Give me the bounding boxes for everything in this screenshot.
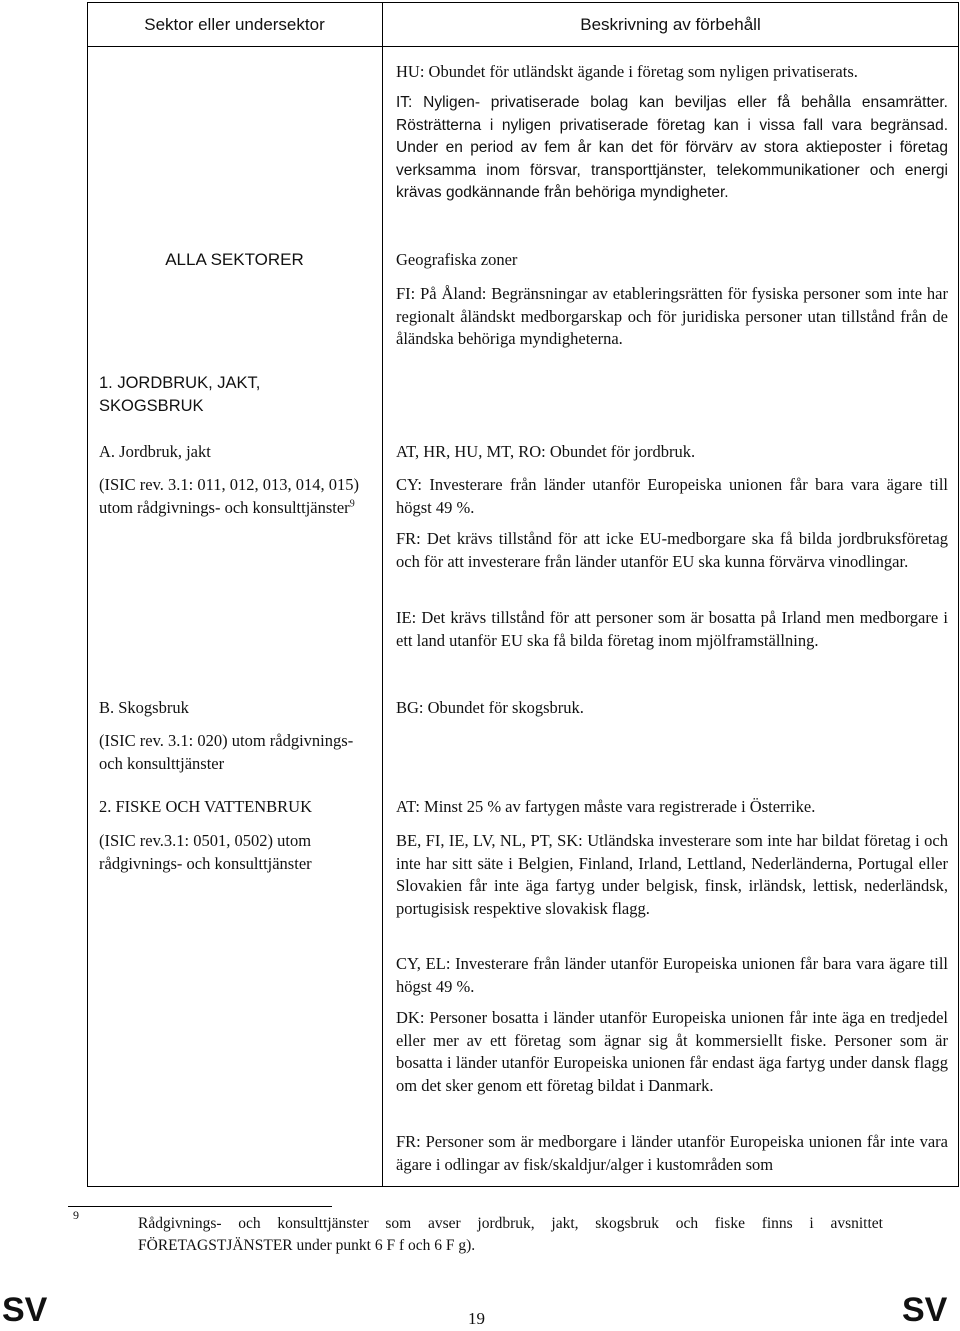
subsector-b-isic: (ISIC rev. 3.1: 020) utom rådgivnings- och konsulttjänster <box>99 731 354 773</box>
reservation-fr-agri: FR: Det krävs tillstånd för att icke EU-medborgare ska få bilda jordbruksföretag och för att investerare från länder utanför EU ska kunna förvärva vinodlingar. <box>396 529 948 571</box>
footnote-ref: 9 <box>349 498 355 509</box>
reservation-ie-agri: IE: Det krävs tillstånd för att personer som är bosatta på Irland men medborgare i ett land utanför EU ska få bilda företag inom mjölframställning. <box>396 608 948 650</box>
section-2-isic: (ISIC rev.3.1: 0501, 0502) utom rådgivnings- och konsulttjänster <box>99 831 312 873</box>
header-sector: Sektor eller undersektor <box>144 15 325 34</box>
reservation-fi: FI: På Åland: Begränsningar av etableringsrätten för fysiska personer som inte har regionalt åländskt medborgarskap och för juridiska personer utan tillstånd från de åländska behöriga myndigheterna. <box>396 284 948 348</box>
language-code-right: SV <box>902 1291 948 1329</box>
reservation-dk: DK: Personer bosatta i länder utanför Europeiska unionen får inte äga en tredjedel eller mer av ett företag som ägnar sig åt kommersiellt fiske. Personer som är bosatta i länder utanför Europeiska unionen får endast äga fartyg under dansk flagg om det sker genom ett företag bildat i Danmark. <box>396 1008 948 1095</box>
footnote-number: 9 <box>73 1208 79 1222</box>
reservation-cy-el: CY, EL: Investerare från länder utanför Europeiska unionen får bara vara ägare till högst 49 %. <box>396 954 948 996</box>
section-2-title: 2. FISKE OCH VATTENBRUK <box>99 797 313 816</box>
header-divider <box>87 46 959 47</box>
reservation-at-fishing: AT: Minst 25 % av fartygen måste vara registrerade i Österrike. <box>396 797 816 816</box>
footnote-text: Rådgivnings- och konsulttjänster som avser jordbruk, jakt, skogsbruk och fiske finns i avsnittet FÖRETAGSTJÄNSTER under punkt 6 F f och 6 F g). <box>138 1215 883 1254</box>
language-code-left: SV <box>2 1291 48 1329</box>
sector-all: ALLA SEKTORER <box>165 250 304 269</box>
column-divider <box>382 2 383 1187</box>
reservation-fr-fishing: FR: Personer som är medborgare i länder utanför Europeiska unionen får inte vara ägare i odlingar av fisk/skaldjur/alger i kustområden som <box>396 1132 948 1174</box>
page-number: 19 <box>468 1309 485 1328</box>
subsector-a-title: A. Jordbruk, jakt <box>99 442 211 461</box>
section-1-title: 1. JORDBRUK, JAKT, SKOGSBRUK <box>99 374 261 415</box>
header-description: Beskrivning av förbehåll <box>580 15 761 34</box>
subsector-b-title: B. Skogsbruk <box>99 698 189 717</box>
geo-heading: Geografiska zoner <box>396 250 518 269</box>
reservation-hu: HU: Obundet för utländskt ägande i företag som nyligen privatiserats. <box>396 62 858 81</box>
reservation-at-hr-hu-mt-ro: AT, HR, HU, MT, RO: Obundet för jordbruk. <box>396 442 696 461</box>
reservation-cy-agri: CY: Investerare från länder utanför Europeiska unionen får bara vara ägare till högst 49 %. <box>396 475 948 517</box>
subsector-a-isic: (ISIC rev. 3.1: 011, 012, 013, 014, 015) utom rådgivnings- och konsulttjänster$^9$ <box>99 475 360 517</box>
reservation-be-fi-ie-lv-nl-pt-sk: BE, FI, IE, LV, NL, PT, SK: Utländska investerare som inte har bildat företag i och inte har sitt säte i Belgien, Finland, Irland, Lettland, Nederländerna, Portugal eller Slovakien får inte äga fartyg under belgisk, finsk, irländsk, lettisk, nederländsk, portugisisk respektive slovakisk flagg. <box>396 831 948 918</box>
footnote-separator <box>68 1206 332 1207</box>
reservation-bg-forestry: BG: Obundet för skogsbruk. <box>396 698 584 717</box>
reservation-it: IT: Nyligen- privatiserade bolag kan beviljas eller få behålla ensamrätter. Rösträtterna i nyligen privatiserade företag kan i vissa fall vara begränsad. Under en period av fem år kan det för förvärv av stora aktieposter i företag verksamma inom försvar, transporttjänster, telekommunikationer och energi krävas godkännande från behöriga myndigheter. <box>396 94 948 201</box>
